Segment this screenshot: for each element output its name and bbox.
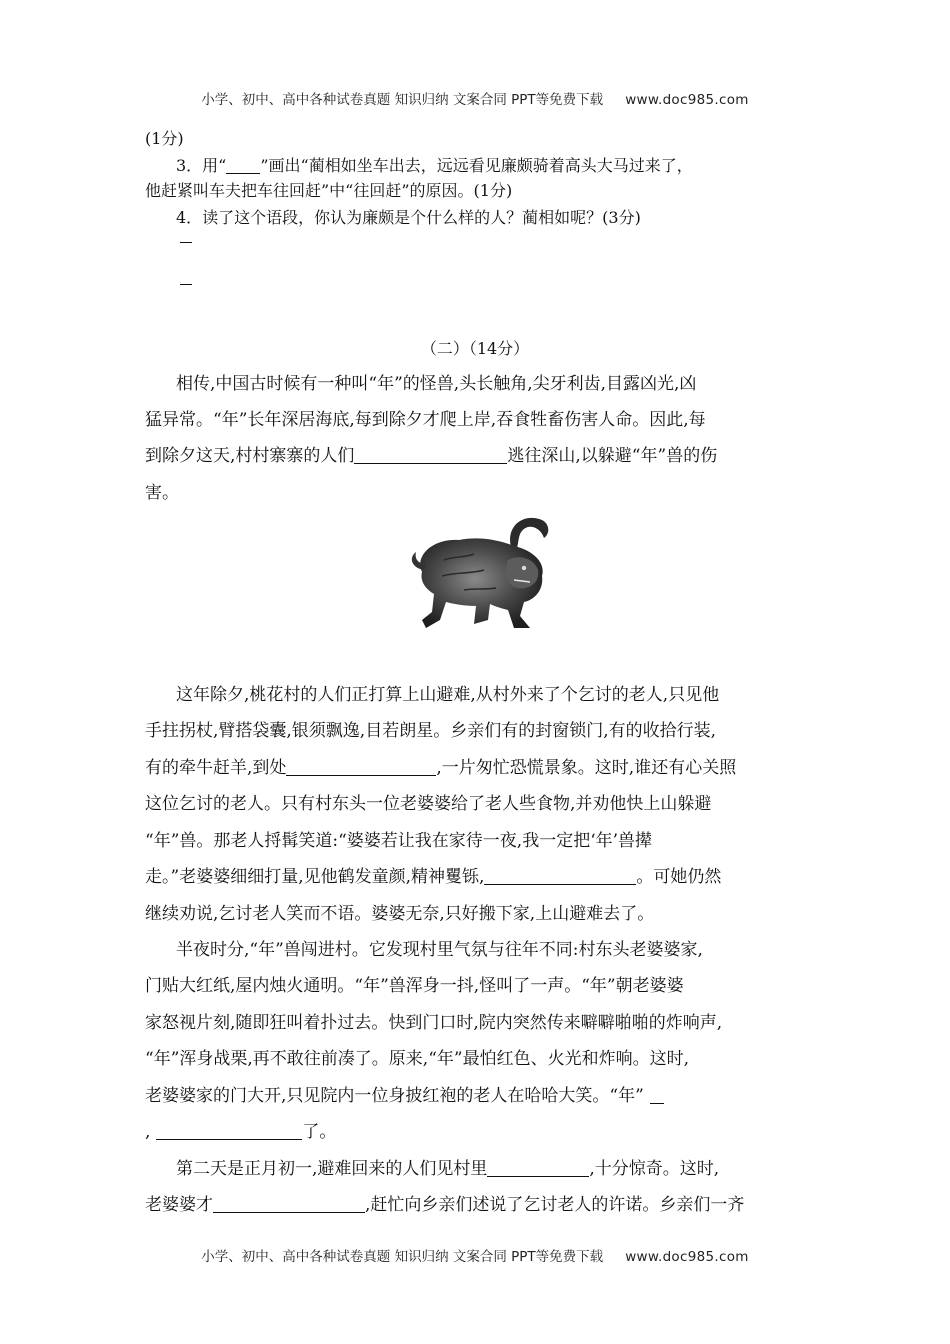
header-url[interactable]: www.doc985.com [625, 92, 749, 108]
p3-line-1: 半夜时分,“年”兽闯进村。它发现村里气氛与往年不同:村东头老婆婆家, [176, 940, 703, 960]
nian-beast-image [404, 510, 554, 640]
blank-3[interactable] [484, 866, 636, 885]
p2-line-3 [145, 753, 736, 778]
p3-line-4: “年”浑身战栗,再不敢往前凑了。原来,“年”最怕红色、火光和炸响。这时, [145, 1049, 689, 1069]
page-header [0, 88, 950, 108]
p3-line-6 [145, 1117, 336, 1142]
score-note: (1分) [145, 129, 184, 148]
question-3-text-b: ”画出“蔺相如坐车出去，远远看见廉颇骑着高头大马过来了， [260, 156, 693, 175]
p4-line-2 [145, 1190, 744, 1215]
underline-sample [226, 155, 260, 174]
question-3-line-2: 他赶紧叫车夫把车往回赶”中“往回赶”的原因。(1分) [145, 181, 513, 200]
p3-line-3: 家怒视片刻,随即狂叫着扑过去。快到门口时,院内突然传来噼噼啪啪的炸响声, [145, 1013, 723, 1033]
blank-4b[interactable] [156, 1121, 302, 1140]
question-3-text-a: 3．用“ [176, 156, 227, 175]
p1-line-2: 猛异常。“年”长年深居海底,每到除夕才爬上岸,吞食牲畜伤害人命。因此,每 [145, 410, 706, 430]
p4-line-2-a: 老婆婆才 [145, 1195, 213, 1215]
p4-line-1-b: ,十分惊奇。这时, [589, 1159, 720, 1179]
p2-line-6-a: 走。”老婆婆细细打量,见他鹤发童颜,精神矍铄, [145, 867, 485, 887]
blank-4a[interactable] [650, 1085, 664, 1104]
p2-line-7: 继续劝说,乞讨老人笑而不语。婆婆无奈,只好搬下家,上山避难去了。 [145, 904, 655, 924]
p2-line-4: 这位乞讨的老人。只有村东头一位老婆婆给了老人些食物,并劝他快上山躲避 [145, 794, 712, 814]
p3-line-5-a: 老婆婆家的门大开,只见院内一位身披红袍的老人在哈哈大笑。“年” [145, 1086, 644, 1106]
header-text: 小学、初中、高中各种试卷真题 知识归纳 文案合同 PPT等免费下载 [201, 92, 604, 108]
p3-line-6-a: , [145, 1122, 151, 1142]
p1-line-3 [145, 441, 717, 466]
blank-2[interactable] [286, 757, 436, 776]
p4-line-1-a: 第二天是正月初一,避难回来的人们见村里 [176, 1159, 488, 1179]
footer-text: 小学、初中、高中各种试卷真题 知识归纳 文案合同 PPT等免费下载 [201, 1249, 604, 1265]
p4-line-2-b: ,赶忙向乡亲们述说了乞讨老人的许诺。乡亲们一齐 [365, 1195, 745, 1215]
p2-line-5: “年”兽。那老人捋髯笑道:“婆婆若让我在家待一夜,我一定把‘年’兽撵 [145, 831, 653, 851]
p2-line-1: 这年除夕,桃花村的人们正打算上山避难,从村外来了个乞讨的老人,只见他 [176, 685, 720, 705]
p2-line-6 [145, 862, 721, 887]
footer-url[interactable]: www.doc985.com [625, 1249, 749, 1265]
p1-line-3-b: 逃往深山,以躲避“年”兽的伤 [507, 446, 718, 466]
p1-line-3-a: 到除夕这天,村村寨寨的人们 [145, 446, 355, 466]
blank-1[interactable] [354, 445, 507, 464]
answer-line-1[interactable] [180, 232, 192, 243]
p4-line-1 [176, 1154, 719, 1179]
p3-line-6-b: 了。 [302, 1122, 337, 1142]
p3-line-5 [145, 1081, 664, 1106]
blank-6[interactable] [213, 1194, 365, 1213]
p3-line-2: 门贴大红纸,屋内烛火通明。“年”兽浑身一抖,怪叫了一声。“年”朝老婆婆 [145, 976, 684, 996]
p2-line-3-a: 有的牵牛赶羊,到处 [145, 758, 287, 778]
p1-line-1: 相传,中国古时候有一种叫“年”的怪兽,头长触角,尖牙利齿,目露凶光,凶 [176, 374, 697, 394]
question-3 [176, 153, 693, 176]
p2-line-6-b: 。可她仍然 [636, 867, 722, 887]
p1-line-4: 害。 [145, 483, 179, 503]
p2-line-2: 手拄拐杖,臂搭袋囊,银须飘逸,目若朗星。乡亲们有的封窗锁门,有的收拾行装, [145, 721, 717, 741]
question-4: 4．读了这个语段，你认为廉颇是个什么样的人？蔺相如呢？(3分) [176, 208, 641, 227]
p2-line-3-b: ,一片匆忙恐慌景象。这时,谁还有心关照 [436, 758, 737, 778]
answer-line-2[interactable] [180, 274, 192, 285]
blank-5[interactable] [487, 1158, 589, 1177]
section-title: （二）（14分） [420, 339, 530, 358]
page-footer [0, 1245, 950, 1265]
